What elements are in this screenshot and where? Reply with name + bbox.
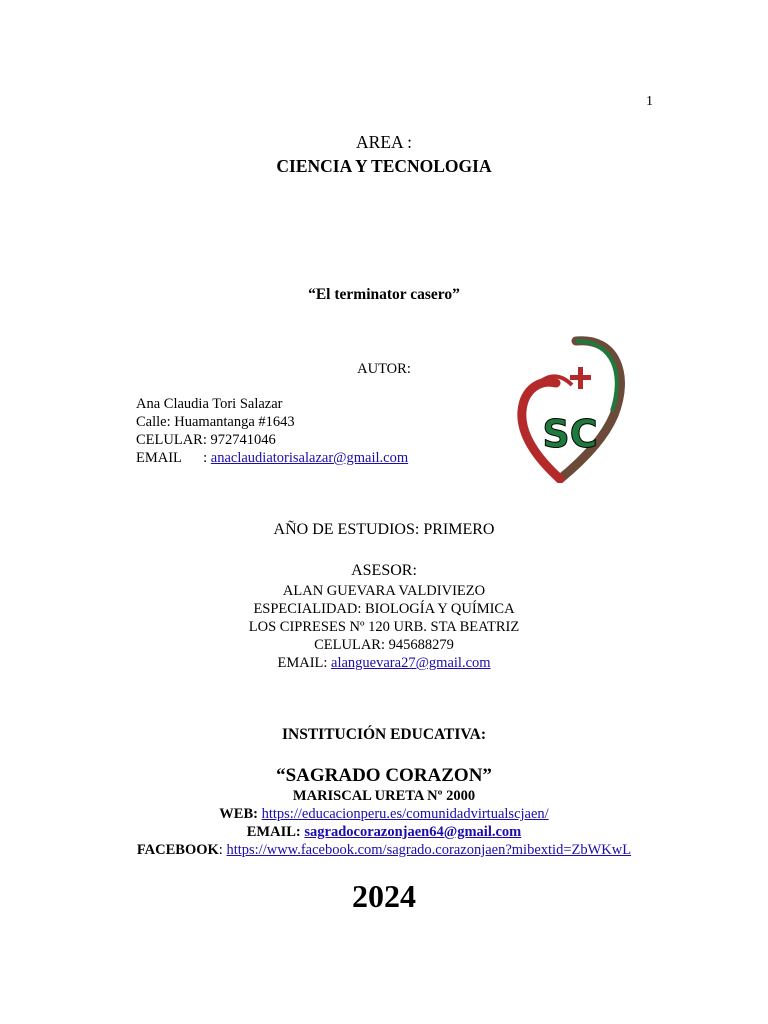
school-web-label: WEB: [219, 806, 262, 822]
school-facebook-label: FACEBOOK [136, 842, 219, 858]
logo-text: SC [542, 412, 598, 456]
area-name: CIENCIA Y TECNOLOGIA [276, 156, 492, 176]
institution-label: INSTITUCIÓN EDUCATIVA: [282, 726, 486, 743]
author-label: AUTOR: [357, 361, 411, 377]
author-name: Ana Claudia Tori Salazar [136, 396, 283, 412]
school-web-link[interactable]: https://educacionperu.es/comunidadvirtualscjaen/ [261, 806, 549, 822]
author-email-link[interactable]: anaclaudiatorisalazar@gmail.com [210, 450, 409, 466]
school-email-line [0, 823, 768, 841]
school-name: “SAGRADO CORAZON” [276, 765, 492, 786]
school-facebook-link[interactable]: https://www.facebook.com/sagrado.corazonjaen?mibextid=ZbWKwL [226, 842, 632, 858]
year-of-studies: AÑO DE ESTUDIOS: PRIMERO [273, 521, 495, 538]
school-facebook-line [0, 841, 768, 859]
school-email-label: EMAIL: [246, 824, 305, 840]
author-email-line [136, 449, 408, 467]
advisor-label: ASESOR: [351, 562, 417, 579]
advisor-email-label: EMAIL: [277, 655, 332, 671]
page-number: 1 [646, 94, 653, 109]
school-email-link[interactable]: sagradocorazonjaen64@gmail.com [304, 824, 522, 840]
document-year: 2024 [352, 878, 416, 914]
advisor-phone: CELULAR: 945688279 [314, 637, 454, 653]
advisor-email-line [0, 654, 768, 672]
school-address: MARISCAL URETA Nº 2000 [292, 788, 476, 804]
school-facebook-separator: : [218, 842, 227, 858]
school-logo [516, 335, 626, 483]
author-address: Calle: Huamantanga #1643 [136, 414, 295, 430]
advisor-address: LOS CIPRESES Nº 120 URB. STA BEATRIZ [248, 619, 520, 635]
author-email-label: EMAIL : [136, 450, 211, 466]
advisor-name: ALAN GUEVARA VALDIVIEZO [282, 583, 486, 599]
project-title: “El terminator casero” [308, 286, 460, 303]
school-web-line [0, 805, 768, 823]
advisor-email-link[interactable]: alanguevara27@gmail.com [331, 655, 491, 671]
author-phone: CELULAR: 972741046 [136, 432, 276, 448]
advisor-specialty: ESPECIALIDAD: BIOLOGÍA Y QUÍMICA [253, 601, 515, 617]
area-label: AREA : [356, 132, 412, 152]
